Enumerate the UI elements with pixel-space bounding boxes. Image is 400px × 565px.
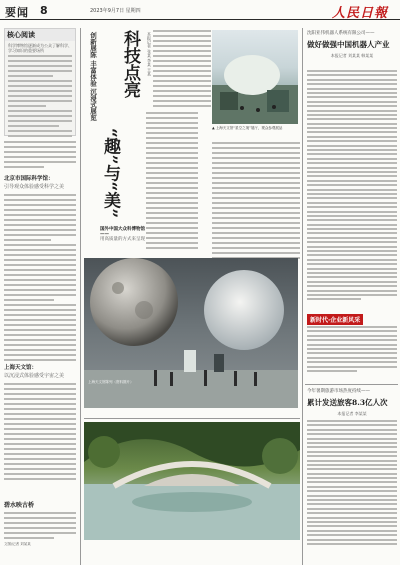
feature-photo-caption-2: 上海天文馆陈列（资料图片）: [88, 380, 134, 384]
feature-subhead-2: 用高质量的方式来呈现: [100, 237, 145, 242]
page-header: [0, 0, 400, 20]
story3-heading: 碧水映古桥: [4, 502, 35, 509]
feature-title-2: “趣”与“美”: [100, 128, 120, 219]
planetarium-photo: [84, 258, 298, 408]
feature-body-col2: [212, 142, 300, 262]
story3-byline: 文图/记者 刘某某: [4, 542, 31, 546]
right-bottom-body: [307, 420, 397, 558]
bridge-scenery-photo: [84, 422, 300, 540]
issue-date: 2023年9月7日 星期四: [90, 8, 141, 14]
feature-subhead: 国外中国大众科博物馆——: [100, 227, 145, 237]
section-name: 要闻: [5, 6, 29, 19]
column-divider: [302, 28, 303, 565]
right-top-header: [307, 30, 397, 59]
museum-hall-photo: [212, 30, 298, 124]
right-top-headline: 做好做强中国机器人产业: [307, 40, 390, 49]
right-top-overline: 沈阳亚伟机器人系统有限公司——: [307, 31, 375, 36]
feature-body-col1: [146, 112, 198, 257]
feature-body-top: [145, 30, 211, 110]
section-divider: [84, 418, 300, 419]
column-tag: 新时代·企业新风采: [307, 314, 363, 325]
right-bottom-header: [307, 388, 397, 417]
story1-heading: 北京市国际科学馆：: [4, 176, 54, 182]
story2-subheading: 以沉浸式体验感受宇宙之美: [4, 373, 65, 379]
left-column: [4, 28, 76, 483]
right-top-body: [307, 70, 397, 310]
right-bottom-byline: 本报记者 李某某: [337, 411, 367, 416]
masthead-logo: 人民日報: [331, 6, 388, 21]
section-divider: [305, 384, 398, 385]
feature-photo-caption-1: ▲ 上海天文馆“星空之境”展厅，观众参观展品: [212, 126, 283, 130]
page-number: 8: [40, 4, 48, 17]
core-reading-lead: 科学博物馆逐渐成为公众了解科学、学习知识的重要场所: [8, 43, 72, 53]
feature-title-1: 科技点亮: [120, 30, 140, 98]
story1-subheading: 引导观众体验感受科学之美: [4, 184, 65, 190]
core-reading-title: 核心阅读: [5, 29, 75, 41]
right-mid-body: [307, 326, 397, 382]
right-bottom-headline: 累计发送旅客8.3亿人次: [307, 398, 388, 407]
feature-byline: 本报记者 张某 李某 王某: [147, 32, 152, 76]
feature-subhead-block: [100, 226, 150, 243]
story3-block: [4, 500, 76, 547]
right-top-byline: 本报记者 刘某某 韩某某: [330, 53, 374, 58]
feature-kicker: 创新展陈 丰富体验 沉浸式展览: [89, 32, 97, 122]
column-divider: [80, 28, 81, 565]
core-reading-box: [4, 28, 76, 136]
right-bottom-overline: 今年暑期旅游市场热度持续——: [307, 389, 370, 394]
story2-heading: 上海天文馆：: [4, 365, 38, 371]
